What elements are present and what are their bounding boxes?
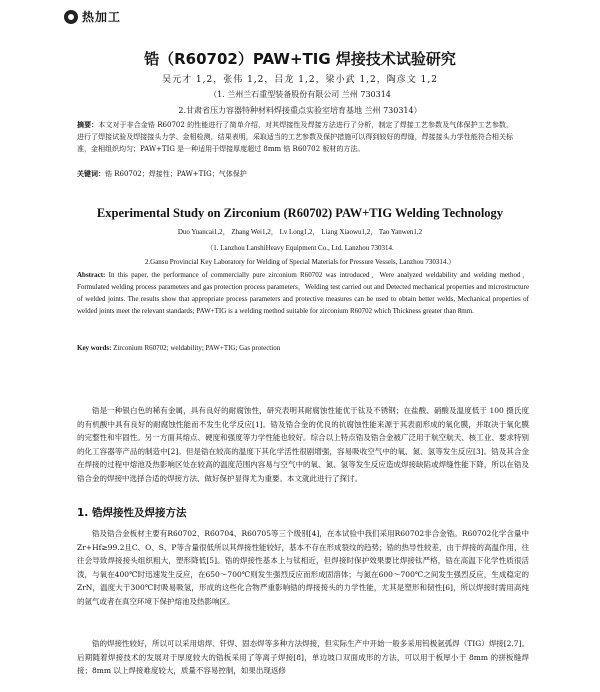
english-authors: Duo Yuancai1,2， Zhang Wei1,2， Lv Long1,2， Liang Xiaowu1,2， Tao Yanwen1,2 — [177, 228, 423, 236]
journal-logo-text: 热加工 — [82, 10, 122, 24]
chinese-abstract — [77, 119, 513, 155]
chinese-abstract-text: 本文对于非合金锆 R60702 的性能进行了简单介绍，对其焊接性及焊接方法进行了分析，制定了焊接工艺参数及气体保护工艺参数，进行了焊接试验及焊接接头力学、金相检测，结果表明，采取适当的工艺参数及保护措施可以得到较好的焊缝，焊接接头力学性能符合相关标准，金相组织均匀；PAW+TIG 是一种适用于焊接厚度超过 8mm 锆 R60702 板材的方法。 — [77, 121, 513, 153]
intro-paragraph: 锆是一种银白色的稀有金属，具有良好的耐腐蚀性，研究表明其耐腐蚀性能优于钛及不锈钢；在盐酸、硝酸及温度低于 100 摄氏度的有机酸中具有良好的耐腐蚀性能而不发生化学反应[1]。锆及锆合金的优良的抗腐蚀性能来源于其表面形成的氧化膜，并取决于氧化膜的完整性和牢固性。另一方面其熔点、硬度和强度等力学性能也较好。综合以上特点锆及锆合金被广泛用于航空航天、核工业、要求特别的化工容器等产品的制造中[2]。但是锆在较高的温度下其化学活性很剧增强，容易吸收空气中的氧、氮、氢等发生反应[3]。锆及其合金在焊接的过程中熔池及热影响区处在较高的温度范围内容易与空气中的氧、氮、氢等发生反应造成焊接缺陷或焊缝性能下降，所以在锆及锆合金的焊接中选择合适的焊接方法、做好保护显得尤为重要。本文就此进行了探讨。 — [77, 406, 529, 483]
english-abstract-text: In this paper, the performance of commercially pure zirconium R60702 was introduced，Were analyzed weldability and welding method，Formulated welding process parameters and gas protection process parameters，Welding test carried out and Detected mechanical properties and microstructure of welded joints. The results show that appropriate process parameters and protective measures can be used to obtain better welds, Mechanical properties of welded joints meet the relevant standards; PAW+TIG is a welding method suitable for zirconium R60702 which Thickness greater than 8mm. — [77, 271, 529, 315]
english-abstract-label: Abstract: — [77, 271, 106, 279]
chinese-keywords-text: 锆 R60702；焊接性；PAW+TIG；气体保护 — [105, 170, 247, 178]
chinese-abstract-label: 摘要： — [77, 120, 99, 129]
english-title: Experimental Study on Zirconium (R60702) PAW+TIG Welding Technology — [96, 206, 504, 220]
section-1-paragraph-1: 锆及锆合金板材主要有R60702、R60704、R60705等三个级别[4]，在本试验中我们采用R60702非合金锆。R60702化学含量中Zr+Hf≥99.2且C、O、S、P等含量很低所以其焊接性能较好，基本不存在形成裂纹的趋势；锆的热导性较差，由于焊接的高温作用，往往会导致焊接接头组织粗大，塑形降低[5]。锆的焊接性基本上与钛相近，但焊接时保护效果要比焊接钛严格，锆在高温下化学性质很活泼，与氧在400℃时迅速发生反应，在650～700℃则发生强烈反应而形成固溶体；与氮在600～700℃之间发生强烈反应，生成稳定的ZrN，温度大于300℃时吸易吸氢，形成的这些化合物严重影响锆的焊接接头的力学性能，尤其是塑形和韧性[6]，所以焊接时需用高纯的氩气或者在真空环境下保护熔池及热影响区。 — [77, 529, 529, 606]
english-affiliation-1: （1. Lanzhou LanshiHeavy Equipment Co., Ltd. Lanzhou 730314. — [206, 244, 394, 252]
english-keywords — [77, 344, 529, 352]
chinese-affiliation-1: （1. 兰州兰石重型装备股份有限公司 兰州 730314 — [209, 90, 391, 99]
english-keywords-text: Zirconium R60702; weldability; PAW+TIG; Gas protection — [113, 344, 281, 352]
journal-logo-icon — [64, 10, 78, 24]
english-keywords-label: Key words: — [77, 344, 112, 352]
chinese-authors: 吴元才 1,2，张伟 1,2，吕龙 1,2，梁小武 1,2，陶彦文 1,2 — [162, 75, 438, 85]
chinese-keywords — [77, 169, 513, 179]
chinese-keywords-label: 关键词： — [77, 169, 105, 178]
journal-logo — [64, 8, 121, 25]
section-1-heading: 1. 锆焊接性及焊接方法 — [77, 507, 187, 519]
chinese-title: 锆（R60702）PAW+TIG 焊接技术试验研究 — [144, 50, 456, 68]
english-abstract — [77, 269, 529, 317]
english-affiliation-2: 2.Gansu Provincial Key Laboratory for Welding of Special Materials for Pressure Vessels, Lanzhou 730314.） — [144, 258, 456, 266]
chinese-affiliation-2: 2.甘肃省压力容器特种材料焊接重点实验室培育基地 兰州 730314） — [178, 106, 422, 115]
section-1-paragraph-2: 锆的焊接性较好，所以可以采用熔焊、钎焊、固态焊等多种方法焊接，但实际生产中开始一般多采用钨极氩弧焊（TIG）焊接[2,7]。后期随着焊接技术的发展对于厚度较大的锆板采用了等离子焊接[8]，单边坡口双面成形的方法，可以用于板厚小于 8mm 的拼板缝焊接；8mm 以上焊接难度较大，质量不容易控制，如果出现返修 — [77, 639, 529, 675]
